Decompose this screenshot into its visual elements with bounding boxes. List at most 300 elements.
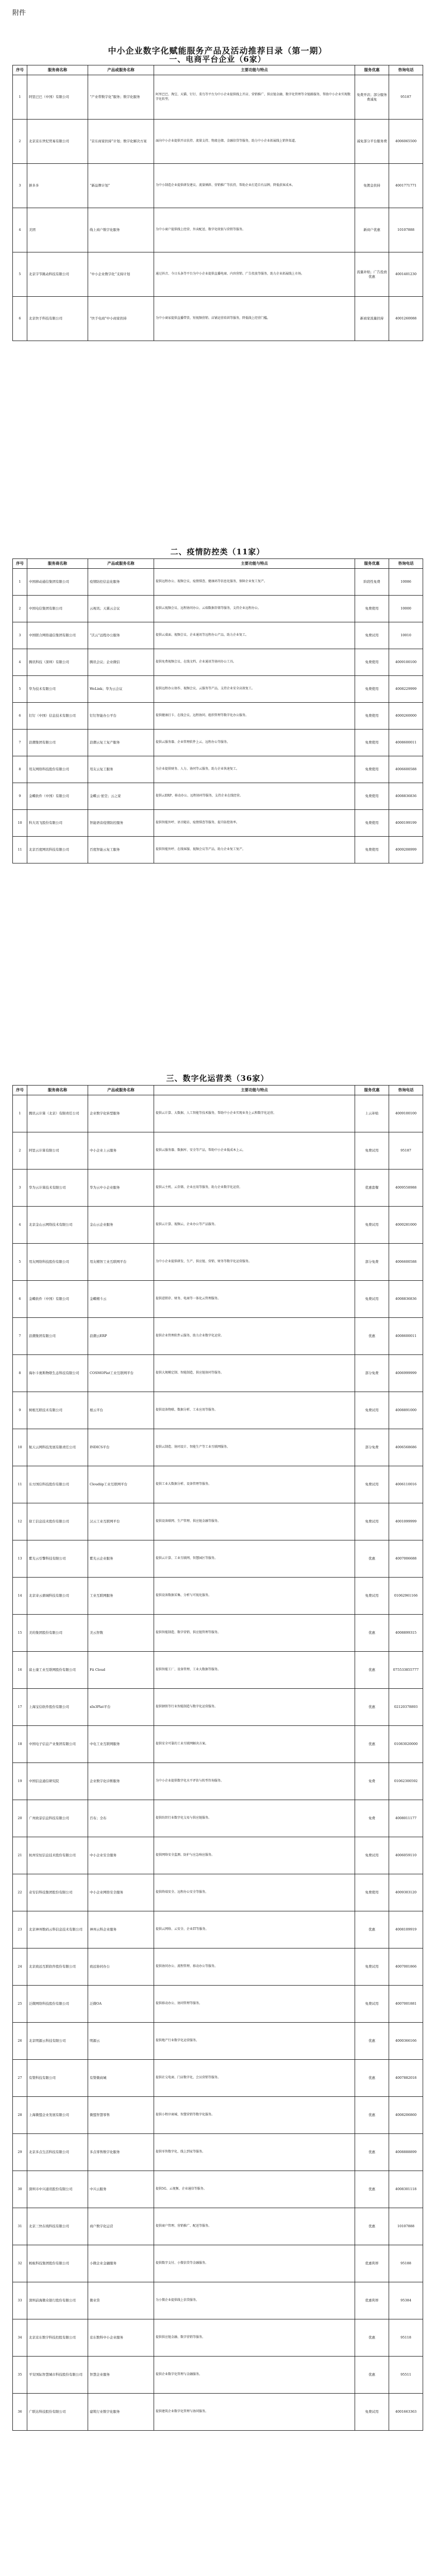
row-number: 12: [13, 1503, 27, 1540]
table-row: [13, 2060, 423, 2097]
product-name: 美云智数: [88, 1615, 154, 1652]
feature-description: 提供云制造、协同设计、智能生产等工业互联网服务。: [154, 1429, 355, 1466]
feature-description: 提供智能制造、数字营销、供应链管理等服务。: [154, 1615, 355, 1652]
contact-phone: 01062961166: [389, 1578, 423, 1615]
service-discount: 免费使用: [355, 810, 389, 837]
provider-name: 海尔卡奥斯物联生态科技有限公司: [27, 1355, 88, 1392]
product-name: 华为云中小企业服务: [88, 1170, 154, 1207]
contact-phone: 95511: [389, 2357, 423, 2394]
product-name: 微盟智慧零售: [88, 2097, 154, 2134]
contact-phone: 4009303120: [389, 1874, 423, 1911]
row-number: 7: [13, 730, 27, 756]
row-number: 20: [13, 1800, 27, 1837]
service-discount: 优惠: [355, 2097, 389, 2134]
service-discount: 优惠: [355, 1911, 389, 1948]
feature-description: 提供安全可靠的工业互联网解决方案。: [154, 1726, 355, 1763]
row-number: 3: [13, 622, 27, 649]
feature-description: 为中小制造企业提供研发建议、流量倾斜、营销推广等扶持，帮助企业打造自有品牌，降低获客成本。: [154, 164, 355, 208]
contact-phone: 4008891000: [389, 1392, 423, 1429]
product-name: 线上商户数字化服务: [88, 208, 154, 252]
feature-description: 提供进销存、财务、电商等一体化云管理服务。: [154, 1281, 355, 1318]
service-discount: 免费: [355, 1800, 389, 1837]
row-number: 30: [13, 2171, 27, 2208]
table-row: [13, 730, 423, 756]
row-number: 15: [13, 1615, 27, 1652]
product-name: “产业带数字化”服务；数字化服务: [88, 75, 154, 120]
service-discount: 免费使用: [355, 676, 389, 703]
feature-description: 提供云计算、大数据、人工智能等技术服务，帮助中小企业实现业务上云和数字化运营。: [154, 1095, 355, 1132]
product-name: 金山云企业服务: [88, 1207, 154, 1244]
feature-description: 提供设备联网、生产管理、供应链金融等服务。: [154, 1503, 355, 1540]
row-number: 4: [13, 649, 27, 676]
table-row: [13, 2282, 423, 2319]
row-number: 2: [13, 120, 27, 164]
service-discount: 优惠套餐: [355, 1170, 389, 1207]
service-discount: 优惠: [355, 2134, 389, 2171]
table-row: [13, 1726, 423, 1763]
row-number: 13: [13, 1540, 27, 1578]
service-discount: 优惠: [355, 2023, 389, 2060]
product-name: 汉云工业互联网平台: [88, 1503, 154, 1540]
service-discount: 免费使用: [355, 783, 389, 810]
table-row: [13, 1948, 423, 1986]
row-number: 17: [13, 1689, 27, 1726]
product-name: 中兴云服务: [88, 2171, 154, 2208]
table-row: [13, 676, 423, 703]
row-number: 11: [13, 837, 27, 863]
row-number: 6: [13, 1281, 27, 1318]
product-name: 紫光云企业服务: [88, 1540, 154, 1578]
provider-name: 北京寄云鼎城科技有限公司: [27, 1578, 88, 1615]
table-row: [13, 2357, 423, 2394]
feature-description: 提供远程办公协作、视频会议、云服务等产品，支持企业安全高效复工。: [154, 676, 355, 703]
provider-name: 平安国际智慧城市科技股份有限公司: [27, 2357, 88, 2394]
product-name: 中电工业互联网服务: [88, 1726, 154, 1763]
table-row: [13, 2208, 423, 2245]
provider-name: 腾讯云计算（北京）有限责任公司: [27, 1095, 88, 1132]
contact-phone: 4009558988: [389, 1170, 423, 1207]
contact-phone: 95188: [389, 2245, 423, 2282]
service-discount: 免费使用: [355, 1874, 389, 1911]
section-title: 一、电商平台企业（6家）: [169, 55, 266, 64]
contact-phone: 4008011177: [389, 1800, 423, 1837]
feature-description: 提供钢铁等行业智能制造与数字化运营服务。: [154, 1689, 355, 1726]
provider-name: 金蝶软件（中国）有限公司: [27, 1281, 88, 1318]
service-discount: 优惠: [355, 2208, 389, 2245]
product-name: 京东数科中小企业服务: [88, 2319, 154, 2357]
row-number: 27: [13, 2060, 27, 2097]
table-row: [13, 2319, 423, 2357]
table-row: [13, 1318, 423, 1355]
feature-description: 为中小商户提供线上经营、外卖配送、数字化收银与营销等服务。: [154, 208, 355, 252]
product-name: WeLink；华为云会议: [88, 676, 154, 703]
feature-description: 提供工业大数据分析、设备管理等服务。: [154, 1466, 355, 1503]
contact-phone: 10107888: [389, 2208, 423, 2245]
table-row: [13, 2394, 423, 2431]
row-number: 33: [13, 2282, 27, 2319]
service-discount: 免费试用: [355, 1132, 389, 1170]
feature-description: 提供数字支付、小微信贷等金融服务。: [154, 2245, 355, 2282]
table-row: [13, 1763, 423, 1800]
row-number: 5: [13, 252, 27, 297]
table-row: [13, 649, 423, 676]
provider-name: 蚂蚁科技集团股份有限公司: [27, 2245, 88, 2282]
provider-name: 徐工信息技术股份有限公司: [27, 1503, 88, 1540]
provider-name: 杭州安恒信息技术股份有限公司: [27, 1837, 88, 1874]
service-discount: 优惠: [355, 1318, 389, 1355]
product-name: 云视讯；天翼云会议: [88, 596, 154, 622]
catalog-table: [12, 1085, 423, 2431]
service-discount: 免费试用: [355, 2394, 389, 2431]
provider-name: 拼多多: [27, 164, 88, 208]
catalog-table: [12, 558, 423, 863]
feature-description: 提供远程办公、视频会议、疫情排查、健康码等信息化服务，保障企业复工复产。: [154, 569, 355, 596]
product-name: 有赞微商城: [88, 2060, 154, 2097]
column-header: 服务商名称: [27, 1086, 88, 1095]
provider-name: 中国信息通信研究院: [27, 1763, 88, 1800]
contact-phone: 01083020000: [389, 1726, 423, 1763]
product-name: 致远协同办公: [88, 1948, 154, 1986]
feature-description: 提供智能外呼、语音随访、疫情排查等服务，提升防控效率。: [154, 810, 355, 837]
service-discount: 优惠: [355, 2060, 389, 2097]
table-row: [13, 810, 423, 837]
provider-name: 北京百度网讯科技有限公司: [27, 837, 88, 863]
row-number: 14: [13, 1578, 27, 1615]
product-name: Cloudiip工业互联网平台: [88, 1466, 154, 1503]
service-discount: 部分免费: [355, 1355, 389, 1392]
row-number: 5: [13, 676, 27, 703]
feature-description: 提供纺织行业数字化交易与供应链服务。: [154, 1800, 355, 1837]
feature-description: 提供5G、云视频、企业通信等服务。: [154, 2171, 355, 2208]
feature-description: 提供零售数字化、线上到家等服务。: [154, 2134, 355, 2171]
row-number: 6: [13, 297, 27, 341]
provider-name: 北京三快在线科技有限公司: [27, 2208, 88, 2245]
row-number: 21: [13, 1837, 27, 1874]
contact-phone: 10000: [389, 596, 423, 622]
table-row: [13, 1540, 423, 1578]
feature-description: 提供云服务器、企业管理软件上云、远程办公等服务。: [154, 730, 355, 756]
provider-name: 奇安信科技集团股份有限公司: [27, 1874, 88, 1911]
feature-description: 提供建筑企业数字化管理与协同服务。: [154, 2394, 355, 2431]
product-name: 浪潮云ERP: [88, 1318, 154, 1355]
contact-phone: 4007001866: [389, 1948, 423, 1986]
feature-description: 提供企业数字化管理与金融服务。: [154, 2357, 355, 2394]
table-header-row: [13, 1086, 423, 1095]
row-number: 9: [13, 1392, 27, 1429]
row-number: 36: [13, 2394, 27, 2431]
column-header: 产品或服务名称: [88, 65, 154, 75]
service-discount: 免费试用: [355, 622, 389, 649]
row-number: 22: [13, 1874, 27, 1911]
provider-name: 北京致远互联软件股份有限公司: [27, 1948, 88, 1986]
table-row: [13, 622, 423, 649]
provider-name: 泛微网络科技股份有限公司: [27, 1986, 88, 2023]
service-discount: 免费使用: [355, 596, 389, 622]
table-row: [13, 120, 423, 164]
table-row: [13, 252, 423, 297]
contact-phone: 4001099999: [389, 1503, 423, 1540]
contact-phone: 4006110016: [389, 1466, 423, 1503]
provider-name: 钉钉（中国）信息技术有限公司: [27, 703, 88, 730]
contact-phone: 4001260088: [389, 297, 423, 341]
product-name: INDICS平台: [88, 1429, 154, 1466]
product-name: 建筑行业数字化服务: [88, 2394, 154, 2431]
provider-name: 北京快手科技有限公司: [27, 297, 88, 341]
table-row: [13, 1652, 423, 1689]
contact-phone: 4006600588: [389, 1244, 423, 1281]
table-row: [13, 1170, 423, 1207]
contact-phone: 4006600588: [389, 756, 423, 783]
row-number: 3: [13, 1170, 27, 1207]
row-number: 4: [13, 1207, 27, 1244]
product-name: 明源云: [88, 2023, 154, 2060]
contact-phone: 4000260000: [389, 703, 423, 730]
column-header: 服务商名称: [27, 559, 88, 569]
column-header: 服务优惠: [355, 559, 389, 569]
row-number: 1: [13, 75, 27, 120]
product-name: 智慧企业服务: [88, 2357, 154, 2394]
service-discount: 免费试用: [355, 1948, 389, 1986]
table-row: [13, 1874, 423, 1911]
feature-description: 提供设备数据采集、分析与可视化服务。: [154, 1578, 355, 1615]
service-discount: 流量补贴；广告投放优惠: [355, 252, 389, 297]
provider-name: 中国联合网络通信集团有限公司: [27, 622, 88, 649]
provider-name: 东方国信科技股份有限公司: [27, 1466, 88, 1503]
provider-name: 中国电子信息产业集团有限公司: [27, 1726, 88, 1763]
service-discount: 优惠: [355, 2171, 389, 2208]
contact-phone: 4007882018: [389, 2060, 423, 2097]
service-discount: 上云补贴: [355, 1095, 389, 1132]
table-row: [13, 703, 423, 730]
table-row: [13, 569, 423, 596]
contact-phone: 10107888: [389, 208, 423, 252]
row-number: 28: [13, 2097, 27, 2134]
table-row: [13, 1392, 423, 1429]
product-name: COSMOPlat工业互联网平台: [88, 1355, 154, 1392]
table-row: [13, 1689, 423, 1726]
contact-phone: 4006568686: [389, 1429, 423, 1466]
product-name: 泛微OA: [88, 1986, 154, 2023]
row-number: 5: [13, 1244, 27, 1281]
table-row: [13, 1800, 423, 1837]
feature-description: 提供地产行业数字化运营服务。: [154, 2023, 355, 2060]
row-number: 1: [13, 1095, 27, 1132]
column-header: 主要功能与特点: [154, 1086, 355, 1095]
provider-name: 北京金山云网络技术有限公司: [27, 1207, 88, 1244]
contact-phone: 4008600011: [389, 1318, 423, 1355]
feature-description: 提供云桌面、视频会议、企业通讯等远程办公产品，助力企业复工。: [154, 622, 355, 649]
feature-description: 提供终端安全、远程办公安全等服务。: [154, 1874, 355, 1911]
contact-phone: 95187: [389, 1132, 423, 1170]
service-discount: 减免部分平台服务费: [355, 120, 389, 164]
service-discount: 部分免费: [355, 1429, 389, 1466]
feature-description: 为中小商家提供直播带货、短视频营销、店铺运营培训等服务，降低线上经营门槛。: [154, 297, 355, 341]
product-name: 钉钉智能办公平台: [88, 703, 154, 730]
product-name: 微业贷: [88, 2282, 154, 2319]
feature-description: 提供云主机、云存储、企业应用等服务，助力企业数字化运营。: [154, 1170, 355, 1207]
contact-phone: 95187: [389, 75, 423, 120]
provider-name: 北京京东世纪贸易有限公司: [27, 120, 88, 164]
feature-description: 提供云ERP、移动办公、远程协同等服务，支持企业在线经营。: [154, 783, 355, 810]
contact-phone: 4006999999: [389, 1355, 423, 1392]
provider-name: 北京字节跳动科技有限公司: [27, 252, 88, 297]
feature-description: 提供供应链金融、数字营销等服务。: [154, 2319, 355, 2357]
service-discount: 免费使用: [355, 730, 389, 756]
column-header: 咨询电话: [389, 65, 423, 75]
service-discount: 优惠: [355, 2319, 389, 2357]
product-name: “沃云”远程办公服务: [88, 622, 154, 649]
row-number: 1: [13, 569, 27, 596]
row-number: 4: [13, 208, 27, 252]
product-name: 用友精智工业互联网平台: [88, 1244, 154, 1281]
table-row: [13, 1503, 423, 1540]
feature-description: 提供智能外呼、在线客服、视频会议等产品，助力企业复工复产。: [154, 837, 355, 863]
contact-phone: 4008888899: [389, 2134, 423, 2171]
service-discount: 新商家流量扶持: [355, 297, 389, 341]
feature-description: 提供小程序商城、智慧营销等数字化服务。: [154, 2097, 355, 2134]
provider-name: 华为云计算技术有限公司: [27, 1170, 88, 1207]
column-header: 咨询电话: [389, 559, 423, 569]
contact-phone: 10010: [389, 622, 423, 649]
product-name: Fii Cloud: [88, 1652, 154, 1689]
table-row: [13, 2023, 423, 2060]
product-name: 用友云复工服务: [88, 756, 154, 783]
product-name: 工业互联网服务: [88, 1578, 154, 1615]
service-discount: 免费试用: [355, 1837, 389, 1874]
feature-description: 阿里巴巴、淘宝、天猫、钉钉、菜鸟等平台为中小企业提供线上开店、营销推广、供应链金融、数字化管理等全链路服务，帮助中小企业实现数字化转型。: [154, 75, 355, 120]
row-number: 10: [13, 810, 27, 837]
service-discount: 优惠: [355, 1615, 389, 1652]
contact-phone: 4007001881: [389, 1986, 423, 2023]
row-number: 3: [13, 164, 27, 208]
row-number: 31: [13, 2208, 27, 2245]
section-title: 二、疫情防控类（11家）: [170, 547, 265, 556]
contact-phone: 95118: [389, 2319, 423, 2357]
table-row: [13, 1578, 423, 1615]
provider-name: 紫光云引擎科技有限公司: [27, 1540, 88, 1578]
service-discount: 免费使用: [355, 756, 389, 783]
table-row: [13, 1355, 423, 1392]
service-discount: 免费试用: [355, 1986, 389, 2023]
provider-name: 上海微盟企业发展有限公司: [27, 2097, 88, 2134]
contact-phone: 075533855777: [389, 1652, 423, 1689]
provider-name: 阿里云计算有限公司: [27, 1132, 88, 1170]
provider-name: 金蝶软件（中国）有限公司: [27, 783, 88, 810]
table-row: [13, 1615, 423, 1652]
annex-label: 附件: [12, 9, 26, 17]
feature-description: 提供商户管理、营销推广、配送等服务。: [154, 2208, 355, 2245]
service-discount: 阶段性免费: [355, 569, 389, 596]
provider-name: 阿里巴巴（中国）有限公司: [27, 75, 88, 120]
service-discount: 优惠: [355, 1540, 389, 1578]
provider-name: 用友网络科技股份有限公司: [27, 756, 88, 783]
contact-phone: 4007006688: [389, 1540, 423, 1578]
provider-name: 中国电信集团有限公司: [27, 596, 88, 622]
table-row: [13, 208, 423, 252]
contact-phone: 4000199199: [389, 810, 423, 837]
provider-name: 广联达科技股份有限公司: [27, 2394, 88, 2431]
product-name: xIn3Plat平台: [88, 1689, 154, 1726]
product-name: 百布；全布: [88, 1800, 154, 1837]
column-header: 序号: [13, 65, 27, 75]
service-discount: 优惠利率: [355, 2282, 389, 2319]
row-number: 11: [13, 1466, 27, 1503]
table-row: [13, 756, 423, 783]
column-header: 服务优惠: [355, 65, 389, 75]
feature-description: 提供云服务器、数据库、安全等产品，帮助中小企业低成本上云。: [154, 1132, 355, 1170]
feature-description: 提供云网络、云安全、企业IT等服务。: [154, 1911, 355, 1948]
feature-description: 提供云视频会议、远程协同办公、云端数据存储等服务，支持企业远程办公。: [154, 596, 355, 622]
provider-name: 腾讯科技（深圳）有限公司: [27, 649, 88, 676]
provider-name: 树根互联技术有限公司: [27, 1392, 88, 1429]
table-row: [13, 1281, 423, 1318]
service-discount: 免费试用: [355, 1466, 389, 1503]
provider-name: 美团: [27, 208, 88, 252]
service-discount: 免费使用: [355, 837, 389, 863]
feature-description: 为企业提供财务、人力、协同等云服务，助力企业快速复工。: [154, 756, 355, 783]
service-discount: 免佣金扶持: [355, 164, 389, 208]
row-number: 32: [13, 2245, 27, 2282]
feature-description: 通过抖音、今日头条等平台为中小企业提供直播电商、内容营销、广告投放等服务，助力企业拓展线上市场。: [154, 252, 355, 297]
product-name: “新品牌计划”: [88, 164, 154, 208]
service-discount: 免费使用: [355, 703, 389, 730]
provider-name: 北京神州数码云科信息技术有限公司: [27, 1911, 88, 1948]
table-row: [13, 837, 423, 863]
provider-name: 上海宝信软件股份有限公司: [27, 1689, 88, 1726]
table-row: [13, 1911, 423, 1948]
feature-description: 提供云计算、视频云、企业办公等产品服务。: [154, 1207, 355, 1244]
table-row: [13, 783, 423, 810]
row-number: 2: [13, 1132, 27, 1170]
row-number: 35: [13, 2357, 27, 2394]
table-row: [13, 1095, 423, 1132]
service-discount: 优惠: [355, 2357, 389, 2394]
product-name: 中小企业安全服务: [88, 1837, 154, 1874]
product-name: 百度智能云复工服务: [88, 837, 154, 863]
provider-name: 北京京东数字科技控股有限公司: [27, 2319, 88, 2357]
contact-phone: 4008600011: [389, 730, 423, 756]
service-discount: 免费: [355, 1763, 389, 1800]
feature-description: 提供移动办公、协同管理等服务。: [154, 1986, 355, 2023]
provider-name: 美的集团股份有限公司: [27, 1615, 88, 1652]
contact-phone: 4001663363: [389, 2394, 423, 2431]
contact-phone: 4008229999: [389, 676, 423, 703]
row-number: 29: [13, 2134, 27, 2171]
column-header: 产品或服务名称: [88, 1086, 154, 1095]
service-discount: 优惠: [355, 1726, 389, 1763]
row-number: 24: [13, 1948, 27, 1986]
document-title: 中小企业数字化赋能服务产品及活动推荐目录（第一期）: [108, 46, 327, 56]
service-discount: 免费试用: [355, 1392, 389, 1429]
contact-phone: 4000281000: [389, 1207, 423, 1244]
product-name: 企业数字化转型服务: [88, 1095, 154, 1132]
service-discount: 免费开店；部分服务费减免: [355, 75, 389, 120]
product-name: 企业数字化诊断服务: [88, 1763, 154, 1800]
row-number: 25: [13, 1986, 27, 2023]
table-row: [13, 1986, 423, 2023]
row-number: 2: [13, 596, 27, 622]
provider-name: 北京明源云科技有限公司: [27, 2023, 88, 2060]
product-name: “快手电商”中小商家扶持: [88, 297, 154, 341]
provider-name: 富士康工业互联网股份有限公司: [27, 1652, 88, 1689]
service-discount: 优惠: [355, 1652, 389, 1689]
contact-phone: 10086: [389, 569, 423, 596]
contact-phone: 4008836836: [389, 783, 423, 810]
row-number: 8: [13, 1355, 27, 1392]
column-header: 序号: [13, 559, 27, 569]
product-name: 金蝶云·星空；云之家: [88, 783, 154, 810]
product-name: 腾讯会议；企业微信: [88, 649, 154, 676]
